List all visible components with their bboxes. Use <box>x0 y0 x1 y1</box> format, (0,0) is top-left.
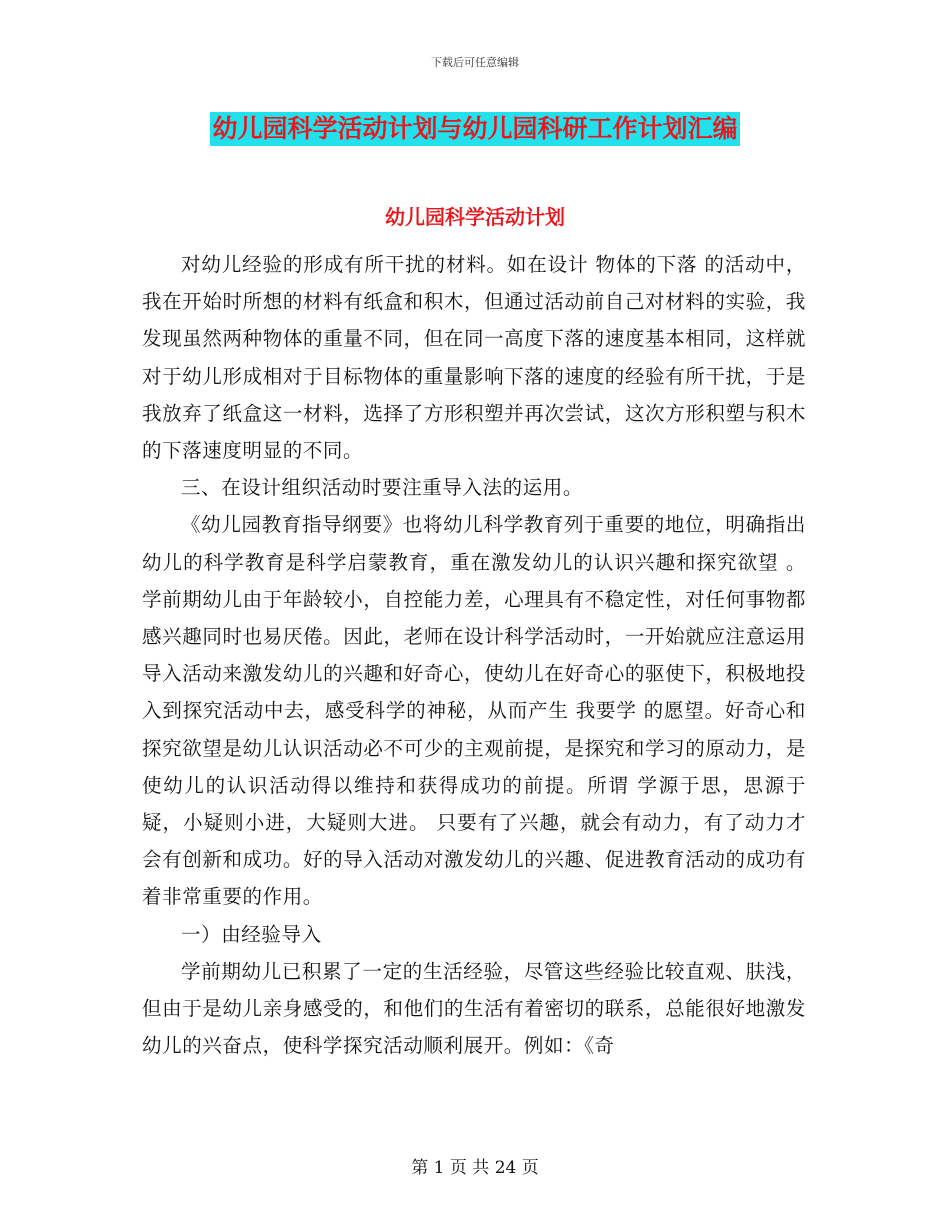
paragraph: 学前期幼儿已积累了一定的生活经验，尽管这些经验比较直观、肤浅，但由于是幼儿亲身感受的，和他们的生活有着密切的联系，总能很好地激发幼儿的兴奋点，使科学探究活动顺利展开。例如：《奇 <box>142 959 806 1058</box>
document-body <box>142 246 806 1064</box>
main-title: 幼儿园科学活动计划与幼儿园科研工作计划汇编 <box>210 112 739 146</box>
section-title: 幼儿园科学活动计划 <box>385 205 565 229</box>
paragraph: 《幼儿园教育指导纲要》也将幼儿科学教育列于重要的地位，明确指出 幼儿的科学教育是科学启蒙教育，重在激发幼儿的认识兴趣和探究欲望 。学前期幼儿由于年龄较小，自控能力差，心理具有不稳定性，对任何事物都感兴趣同时也易厌倦。因此，老师在设计科学活动时，一开始就应注意运用导入活动来激发幼儿的兴趣和好奇心，使幼儿在好奇心的驱使下，积极地投入到探究活动中去，感受科学的神秘，从而产生 我要学 的愿望。好奇心和探究欲望是幼儿认识活动必不可少的主观前提，是探究和学习的原动力，是使幼儿的认识活动得以维持和获得成功的前提。所谓 学源于思，思源于疑，小疑则小进，大疑则大进。 只要有了兴趣，就会有动力，有了动力才会有创新和成功。好的导入活动对激发幼儿的兴趣、促进教育活动的成功有着非常重要的作用。 <box>142 513 806 909</box>
page-number-footer: 第 1 页 共 24 页 <box>411 1158 539 1178</box>
paragraph: 对幼儿经验的形成有所干扰的材料。如在设计 物体的下落 的活动中，我在开始时所想的材料有纸盒和积木，但通过活动前自己对材料的实验，我发现虽然两种物体的重量不同，但在同一高度下落的速度基本相同，这样就对于幼儿形成相对于目标物体的重量影响下落的速度的经验有所干扰，于是我放弃了纸盒这一材料，选择了方形积塑并再次尝试，这次方形积塑与积木的下落速度明显的不同。 <box>142 253 806 463</box>
paragraph: 三、在设计组织活动时要注重导入法的运用。 <box>181 476 584 500</box>
main-title-container <box>0 112 950 146</box>
header-note: 下载后可任意编辑 <box>431 56 519 69</box>
paragraph: 一）由经验导入 <box>181 922 322 946</box>
